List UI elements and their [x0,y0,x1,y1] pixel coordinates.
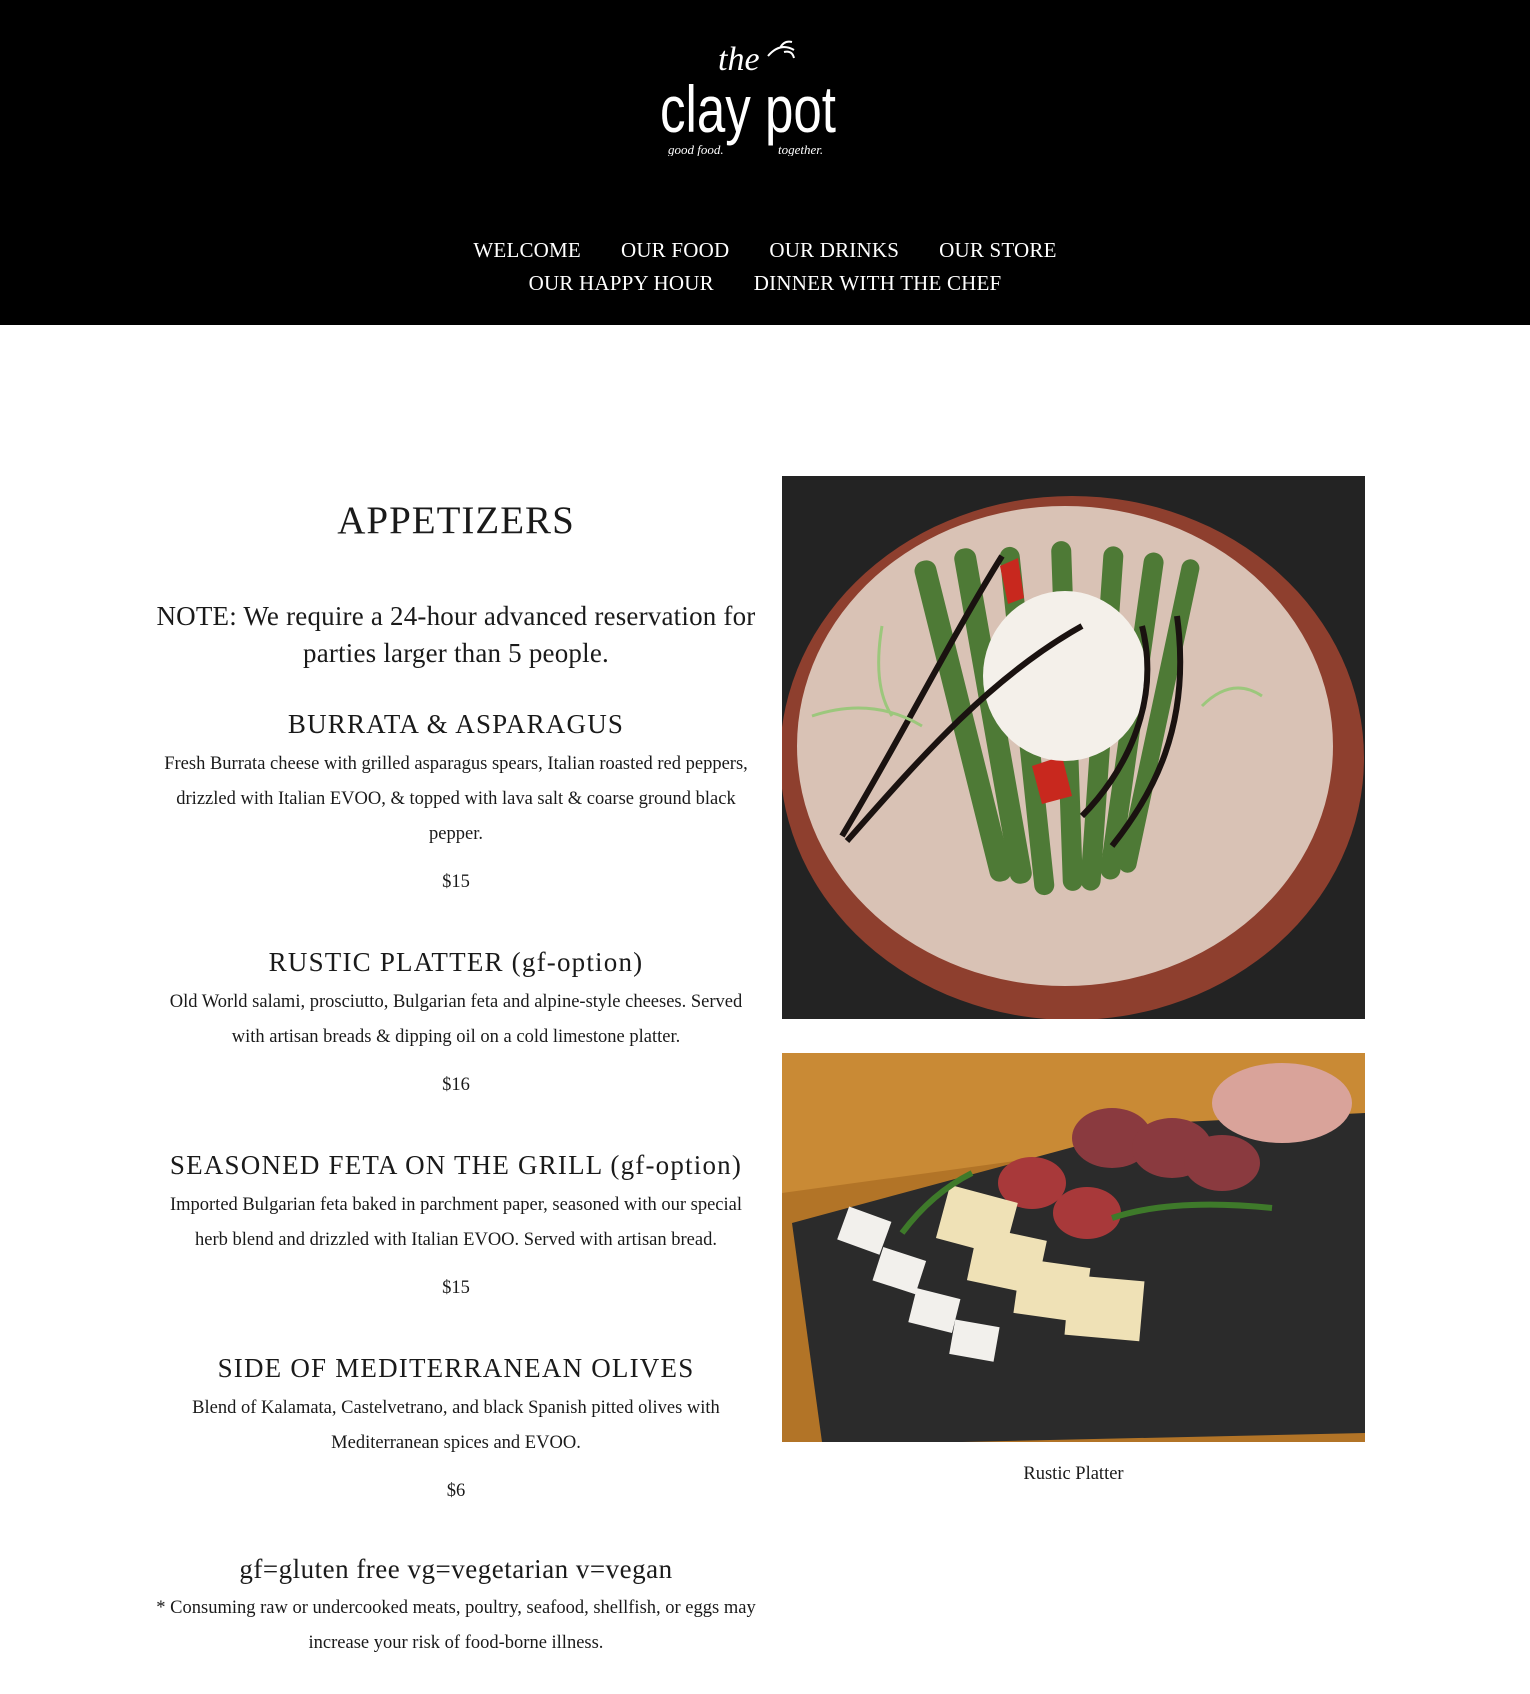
svg-text:clay pot: clay pot [660,72,836,146]
nav-dinner-with-the-chef[interactable]: DINNER WITH THE CHEF [753,271,1002,295]
logo-graphic [660,38,870,156]
menu-item-price: $16 [442,1075,470,1095]
food-safety-disclaimer: * Consuming raw or undercooked meats, poultry, seafood, shellfish, or eggs may increase your risk of food-borne illness. [156,1598,756,1653]
nav-our-happy-hour[interactable]: OUR HAPPY HOUR [528,271,714,295]
menu-item-description: Imported Bulgarian feta baked in parchment paper, seasoned with our special herb blend and drizzled with Italian EVOO. Served with artisan bread. [169,1195,743,1250]
nav-our-food[interactable]: OUR FOOD [620,238,730,262]
reservation-note: NOTE: We require a 24-hour advanced reservation for parties larger than 5 people. [156,601,756,668]
menu-item-name: SIDE OF MEDITERRANEAN OLIVES [217,1353,695,1383]
menu-item [150,1350,762,1503]
svg-text:together.: together. [778,142,824,156]
dietary-legend: gf=gluten free vg=vegetarian v=vegan [239,1554,673,1584]
menu-item-price: $6 [446,1481,466,1501]
main-nav [0,234,1530,300]
photo-caption: Rustic Platter [1023,1464,1124,1484]
rustic-platter-photo [782,1053,1365,1442]
menu-item-name: RUSTIC PLATTER (gf-option) [268,947,644,977]
menu-item-name: BURRATA & ASPARAGUS [287,709,625,739]
nav-row-1 [0,234,1530,267]
menu-item-price: $15 [442,1278,470,1298]
svg-text:the: the [718,41,760,78]
section-title: APPETIZERS [337,499,575,542]
menu-item-price: $15 [442,872,470,892]
svg-text:good food.: good food. [668,142,724,156]
menu-item [150,1147,762,1300]
nav-welcome[interactable]: WELCOME [473,238,581,262]
menu-item [150,706,762,894]
menu-item-name: SEASONED FETA ON THE GRILL (gf-option) [169,1150,743,1180]
nav-our-store[interactable]: OUR STORE [939,238,1057,262]
nav-row-2 [0,267,1530,300]
menu-item-description: Old World salami, prosciutto, Bulgarian feta and alpine-style cheeses. Served with artisan breads & dipping oil on a cold limestone platter. [169,992,743,1047]
menu-item-description: Fresh Burrata cheese with grilled asparagus spears, Italian roasted red peppers, drizzled with Italian EVOO, & topped with lava salt & coarse ground black pepper. [164,754,748,844]
menu-item-description: Blend of Kalamata, Castelvetrano, and black Spanish pitted olives with Mediterranean spices and EVOO. [192,1398,720,1453]
burrata-asparagus-photo [782,476,1365,1019]
menu-item [150,944,762,1097]
menu-column [150,470,762,1661]
site-header [0,0,1530,325]
nav-our-drinks[interactable]: OUR DRINKS [769,238,900,262]
clay-pot-logo[interactable] [660,38,870,156]
